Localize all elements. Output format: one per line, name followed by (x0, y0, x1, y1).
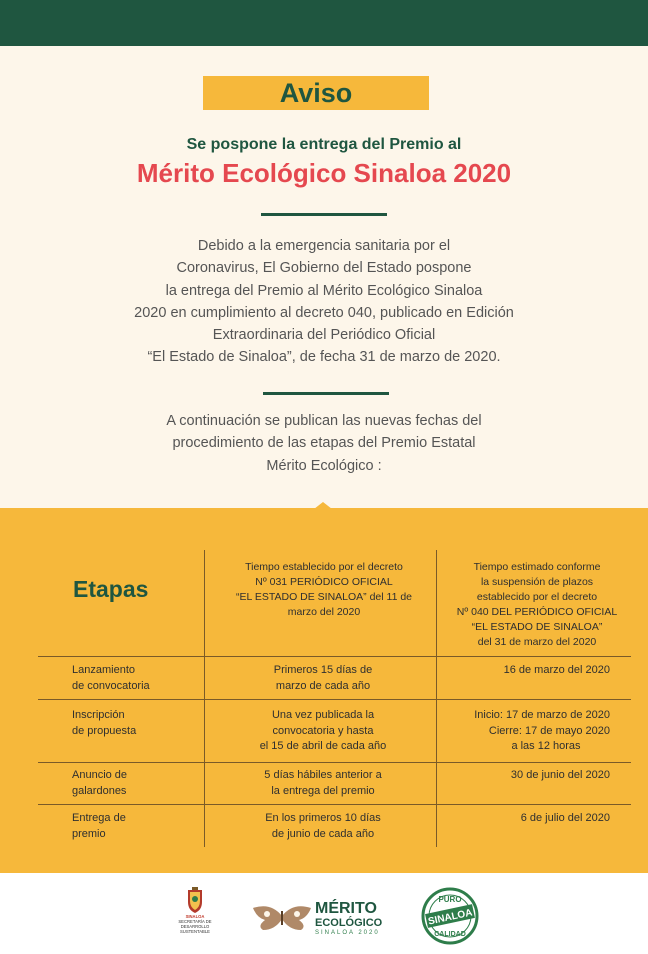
continuation-line: A continuación se publican las nuevas fechas del (166, 413, 482, 429)
gov-caption: SINALOA SECRETARÍA DE DESARROLLO SUSTENTABLE (178, 914, 212, 934)
panel-notch (314, 502, 332, 509)
table-cell-etapa: Inscripción de propuesta (72, 709, 137, 737)
divider (263, 392, 389, 395)
table-cell-original: 5 días hábiles anterior a la entrega del premio (264, 769, 382, 797)
table-cell-original: Primeros 15 días de marzo de cada año (273, 664, 373, 692)
decree-031-header: Tiempo establecido por el decreto Nº 031 PERIÓDICO OFICIAL “EL ESTADO DE SINALOA” del 11 de marzo del 2020 (235, 561, 413, 618)
merito-ecologico-logo: MÉRITO ECOLÓGICO SINALOA 2020 (251, 896, 391, 940)
etapas-header: Etapas (73, 576, 149, 602)
top-bar (0, 0, 648, 46)
table-cell-original: En los primeros 10 días de junio de cada año (265, 812, 381, 840)
svg-text:PURO: PURO (438, 895, 462, 904)
intro-line: “El Estado de Sinaloa”, de fecha 31 de marzo de 2020. (147, 349, 501, 366)
aviso-banner: Aviso (203, 76, 429, 110)
table-row-divider (38, 699, 631, 700)
divider (261, 213, 387, 216)
intro-line: la entrega del Premio al Mérito Ecológico Sinaloa (165, 282, 483, 299)
page-title: Mérito Ecológico Sinaloa 2020 (136, 158, 512, 188)
intro-line: Coronavirus, El Gobierno del Estado pospone (176, 260, 472, 277)
intro-line: Extraordinaria del Periódico Oficial (212, 327, 436, 344)
table-cell-etapa: Lanzamiento de convocatoria (72, 664, 150, 692)
continuation-line: Mérito Ecológico : (266, 457, 382, 474)
puro-sinaloa-seal (421, 887, 479, 945)
subtitle: Se pospone la entrega del Premio al (186, 136, 462, 153)
moth-icon (251, 902, 313, 932)
table-cell-etapa: Anuncio de galardones (72, 769, 128, 797)
continuation-paragraph (60, 410, 588, 477)
intro-line: 2020 en cumplimiento al decreto 040, publicado en Edición (134, 304, 514, 321)
table-cell-nuevo: 6 de julio del 2020 (520, 812, 610, 824)
table-cell-original: Una vez publicada la convocatoria y hasta el 15 de abril de cada año (259, 709, 387, 752)
table-row-divider (38, 804, 631, 805)
intro-paragraph (60, 235, 588, 369)
table-cell-nuevo: 30 de junio del 2020 (510, 769, 610, 781)
seal-icon (421, 887, 479, 945)
svg-text:SINALOA: SINALOA (427, 907, 474, 928)
svg-text:CALIDAD: CALIDAD (434, 931, 466, 938)
crest-icon (185, 886, 205, 914)
table-cell-nuevo: Inicio: 17 de marzo de 2020 Cierre: 17 de mayo 2020 a las 12 horas (474, 709, 610, 752)
decree-040-header: Tiempo estimado conforme la suspensión de plazos establecido por el decreto Nº 040 DEL PERIÓDICO OFICIAL “EL ESTADO DE SINALOA” del 31 de marzo del 2020 (456, 561, 618, 648)
intro-line: Debido a la emergencia sanitaria por el (197, 238, 451, 254)
continuation-line: procedimiento de las etapas del Premio Estatal (172, 435, 476, 452)
table-cell-nuevo: 16 de marzo del 2020 (503, 664, 610, 676)
table-row-divider (38, 656, 631, 657)
sinaloa-sedesu-logo (174, 886, 216, 942)
table-cell-etapa: Entrega de premio (72, 812, 126, 840)
table-row-divider (38, 762, 631, 763)
